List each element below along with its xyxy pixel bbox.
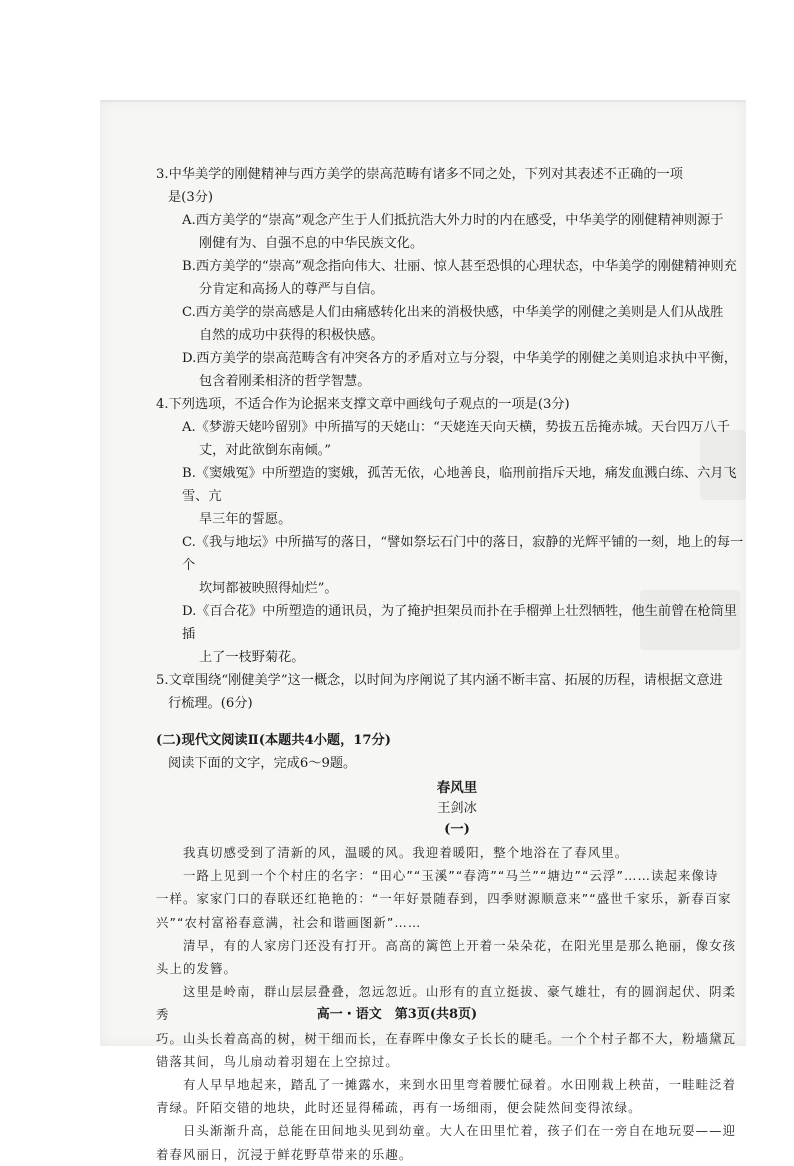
- page-edge: [100, 100, 746, 102]
- question-stem-cont: 是(3分): [168, 190, 214, 205]
- paragraph-cont: 巧。山头长着高高的树，树干细而长，在春晖中像女子长长的睫毛。一个个村子都不大，粉墙黛瓦: [156, 1030, 737, 1046]
- paragraph: 日头渐渐升高，总能在田间地头见到幼童。大人在田里忙着，孩子们在一旁自在地玩耍——迎: [183, 1123, 737, 1139]
- paragraph-cont: 兴”“农村富裕春意满，社会和谐画图新”……: [156, 914, 422, 930]
- question-5: [156, 669, 746, 715]
- question-3: [156, 163, 746, 393]
- paragraph: 这里是岭南，群山层层叠叠，忽远忽近。山形有的直立挺拔、豪气雄壮，有的圆润起伏、阴柔秀: [156, 984, 737, 1023]
- paragraph: 我真切感受到了清新的风，温暖的风。我迎着暖阳，整个地浴在了春风里。: [183, 845, 629, 860]
- paragraph-cont: 头上的发簪。: [156, 961, 237, 977]
- story-title: 春风里: [436, 780, 478, 796]
- paragraph-cont: 着春风丽日，沉浸于鲜花野草带来的乐趣。: [156, 1146, 413, 1162]
- option-b: B.西方美学的“崇高”观念指向伟大、壮丽、惊人甚至恐惧的心理状态，中华美学的刚健精神则充 分肯定和高扬人的尊严与自信。: [182, 259, 737, 297]
- question-stem: 4.下列选项，不适合作为论据来支撑文章中画线句子观点的一项是(3分): [156, 397, 570, 412]
- option-c: C.《我与地坛》中所描写的落日，“譬如祭坛石门中的落日，寂静的光辉平铺的一刻，地上的每一个 坎坷都被映照得灿烂”。: [182, 535, 744, 596]
- option-d: D.西方美学的崇高范畴含有冲突各方的矛盾对立与分裂，中华美学的刚健之美则追求执中平衡， 包含着刚柔相济的哲学智慧。: [182, 351, 737, 389]
- story-author: 王剑冰: [437, 801, 477, 816]
- paragraph-cont: 一样。家家门口的春联还红艳艳的：“一年好景随春到，四季财源顺意来”“盛世千家乐，新春百家: [156, 891, 732, 907]
- story-part-label: (一): [444, 822, 470, 837]
- paragraph: 清早，有的人家房门还没有打开。高高的篱笆上开着一朵朵花，在阳光里是那么艳丽，像女孩: [183, 937, 737, 953]
- paragraph-cont: 错落其间，鸟儿扇动着羽翅在上空掠过。: [156, 1053, 399, 1069]
- paragraph-cont: 青绿。阡陌交错的地块，此时还显得稀疏，再有一场细雨，便会陡然间变得浓绿。: [156, 1100, 642, 1116]
- option-d: D.《百合花》中所塑造的通讯员，为了掩护担架员而扑在手榴弹上壮烈牺牲，他生前曾在枪筒里插 上了一枝野菊花。: [182, 604, 737, 665]
- paragraph: 一路上见到一个个村庄的名字：“田心”“玉溪”“春湾”“马兰”“塘边”“云浮”……读起来像诗: [183, 868, 719, 884]
- question-stem: 3.中华美学的刚健精神与西方美学的崇高范畴有诸多不同之处，下列对其表述不正确的一项: [156, 167, 683, 182]
- section-heading: (二)现代文阅读Ⅱ(本题共4小题，17分): [156, 733, 392, 748]
- section-intro: 阅读下面的文字，完成6～9题。: [168, 756, 357, 771]
- question-stem: 5.文章围绕“刚健美学”这一概念，以时间为序阐说了其内涵不断丰富、拓展的历程，请根据文意进: [156, 673, 723, 688]
- question-4: [156, 393, 746, 669]
- option-c: C.西方美学的崇高感是人们由痛感转化出来的消极快感，中华美学的刚健之美则是人们从战胜 自然的成功中获得的积极快感。: [182, 305, 724, 343]
- option-a: A.西方美学的“崇高”观念产生于人们抵抗浩大外力时的内在感受，中华美学的刚健精神则源于 刚健有为、自强不息的中华民族文化。: [182, 213, 724, 251]
- option-b: B.《窦娥冤》中所塑造的窦娥，孤苦无依，心地善良，临刑前指斥天地，痛发血溅白练、六月飞雪、亢 旱三年的誓愿。: [182, 466, 737, 527]
- paragraph: 有人早早地起来，踏乱了一摊露水，来到水田里弯着腰忙碌着。水田刚栽上秧苗，一畦畦泛着: [183, 1077, 737, 1093]
- question-stem-cont: 行梳理。(6分): [168, 696, 253, 711]
- option-a: A.《梦游天姥吟留别》中所描写的天姥山：“天姥连天向天横，势拔五岳掩赤城。天台四万八千 丈，对此欲倒东南倾。”: [182, 420, 730, 458]
- page-footer: 高一・语文 第3页(共8页): [316, 1007, 478, 1022]
